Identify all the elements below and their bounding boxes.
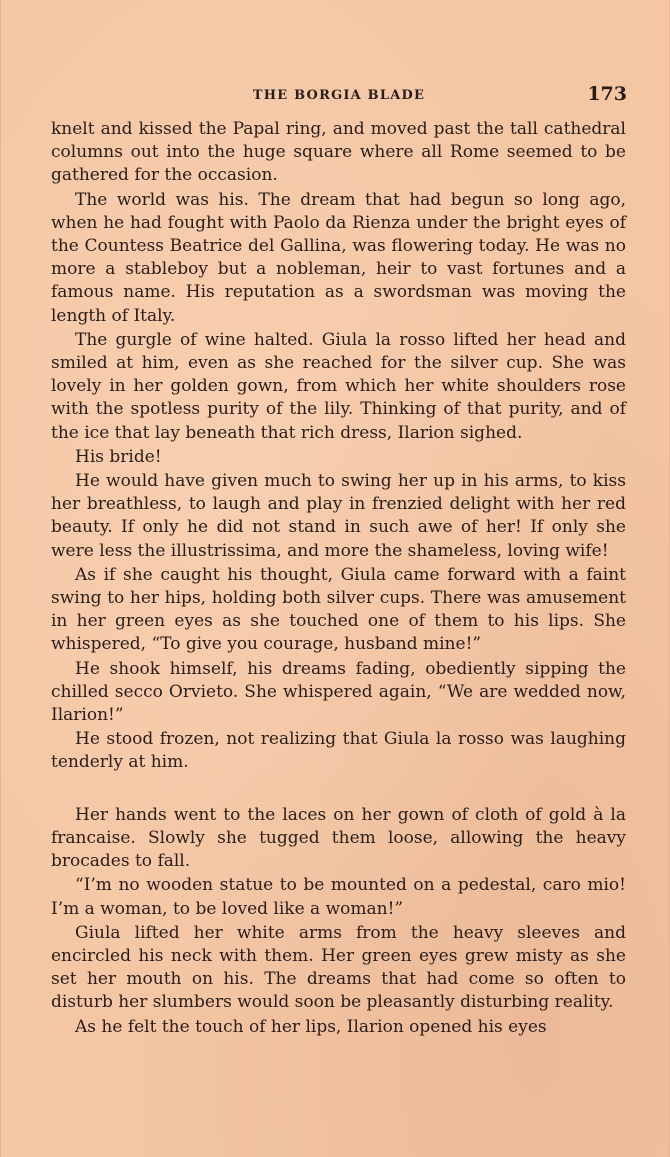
paragraph: Her hands went to the laces on her gown of cloth of gold à la francaise. Slowly she tugged them loose, allowing the heavy brocades to fall. (51, 804, 626, 872)
paragraph: He shook himself, his dreams fading, obediently sipping the chilled secco Orvieto. She whispered again, “We are wedded now, Ilarion!” (51, 658, 626, 726)
paragraph: Giula lifted her white arms from the heavy sleeves and encircled his neck with them. Her green eyes grew misty as she set her mouth on his. The dreams that had come so often to disturb her slumbers would soon be pleasantly disturbing reality. (51, 922, 626, 1013)
paragraph: The gurgle of wine halted. Giula la rosso lifted her head and smiled at him, even as she reached for the silver cup. She was lovely in her golden gown, from which her white shoulders rose with the spotless purity of the lily. Thinking of that purity, and of the ice that lay beneath that rich dress, Ilarion sighed. (51, 329, 626, 443)
paragraph: The world was his. The dream that had begun so long ago, when he had fought with Paolo da Rienza under the bright eyes of the Countess Beatrice del Gallina, was flowering today. He was no more a stableboy but a nobleman, heir to vast fortunes and a famous name. His reputation as a swordsman was moving the length of Italy. (51, 189, 626, 326)
page-header (51, 83, 627, 112)
paragraph: As if she caught his thought, Giula came forward with a faint swing to her hips, holding both silver cups. There was amusement in her green eyes as she touched one of them to his lips. She whispered, “To give you courage, husband mine!” (51, 564, 626, 655)
running-title: THE BORGIA BLADE (252, 88, 426, 103)
page-number: 173 (587, 83, 627, 105)
paragraph: He would have given much to swing her up in his arms, to kiss her breathless, to laugh and play in frenzied delight with her red beauty. If only he did not stand in such awe of her! If only she were less the illustrissima, and more the shameless, loving wife! (51, 471, 626, 561)
paragraph: “I’m no wooden statue to be mounted on a pedestal, caro mio! I’m a woman, to be loved like a woman!” (51, 875, 626, 919)
body-text (51, 118, 626, 1040)
paragraph: knelt and kissed the Papal ring, and moved past the tall cathedral columns out into the huge square where all Rome seemed to be gathered for the occasion. (51, 119, 626, 186)
paragraph: He stood frozen, not realizing that Giula la rosso was laughing tenderly at him. (51, 729, 626, 773)
paragraph: As he felt the touch of her lips, Ilarion opened his eyes (75, 1016, 547, 1037)
paragraph: His bride! (75, 446, 162, 467)
